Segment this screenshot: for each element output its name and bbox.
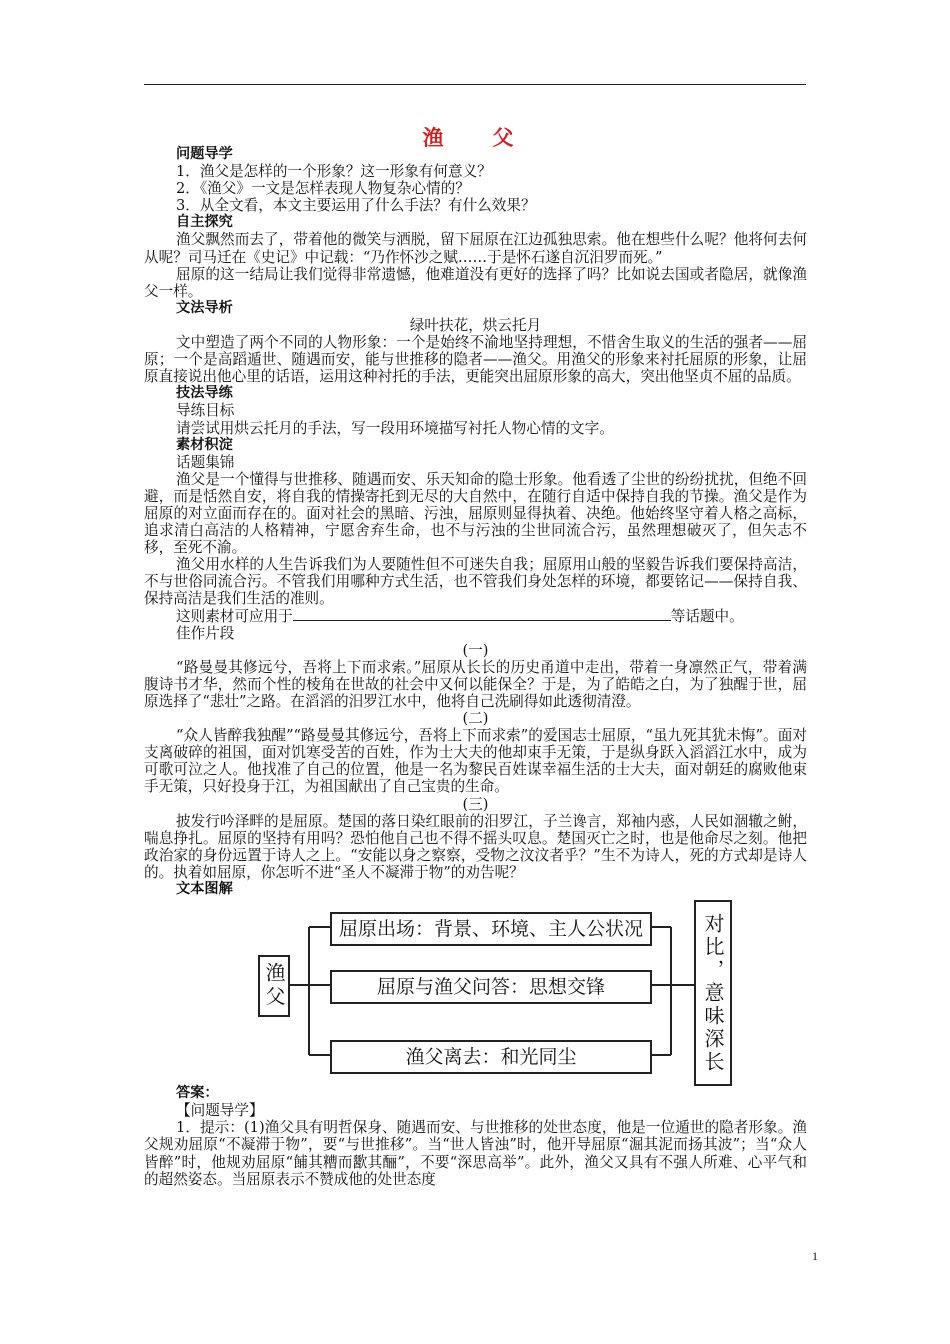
section-heading-material: 素材积淀 <box>176 436 233 453</box>
answers-heading: 答案： <box>176 1085 219 1102</box>
method-paragraph: 文中塑造了两个不同的人物形象：一个是始终不渝地坚持理想，不惜舍生取义的生活的强者——屈原；一个是高蹈遁世、随遇而安，能与世推移的隐者——渔父。用渔父的形象来衬托屈原的形象，让屈原直接说出他心里的话语，运用这种衬托的手法，更能突出屈原形象的高大，突出他坚贞不屈的品质。 <box>144 334 807 386</box>
apply-line <box>144 608 807 625</box>
structure-diagram <box>144 900 807 1085</box>
practice-label: 导练目标 <box>176 402 235 420</box>
practice-paragraph: 请尝试用烘云托月的手法，写一段用环境描写衬托人物心情的文字。 <box>176 419 614 437</box>
excerpt-2: “众人皆醉我独醒”“路曼曼其修远兮，吾将上下而求索”的爱国志士屈原，“虽九死其犹未悔”。面对支离破碎的祖国，面对饥寒受苦的百姓，作为士大夫的他却束手无策，于是纵身跃入滔滔江水中，成为可歌可泣之人。他找准了自己的位置，他是一名为黎民百姓谋幸福生活的士大夫，面对朝廷的腐败他束手无策，只好投身于江，为祖国献出了自己宝贵的生命。 <box>144 727 807 796</box>
answers-subheading: 【问题导学】 <box>176 1102 264 1120</box>
question-1: 1．渔父是怎样的一个形象？这一形象有何意义？ <box>176 163 492 181</box>
diagram-root-label: 渔父 <box>262 962 286 1011</box>
material-paragraph-1: 渔父是一个懂得与世推移、随遇而安、乐天知命的隐士形象。他看透了尘世的纷纷扰扰，但绝不回避，而是恬然自安，将自我的情操寄托到无尽的大自然中，在随行自适中保持自我的节操。渔父是作为屈原的对立面而存在的。面对社会的黑暗、污浊，屈原则显得执着、决绝。他始终坚守着人格之高标，追求清白高洁的人格精神，宁愿舍弃生命，也不与污浊的尘世同流合污，虽然理想破灭了，但矢志不移，至死不渝。 <box>144 470 807 557</box>
answer-1: 1．提示：(1)渔父具有明哲保身、随遇而安、与世推移的处世态度，他是一位遁世的隐者形象。渔父规劝屈原“不凝滞于物”，要“与世推移”。当“世人皆浊”时，他开导屈原“淈其泥而扬其波”；当“众人皆醉”时，他规劝屈原“餔其糟而歠其酾”，不要“深思高举”。此外，渔父又具有不强人所难、心平气和的超然姿态。当屈原表示不赞成他的处世态度 <box>144 1119 807 1188</box>
diagram-box-1-label: 屈原出场：背景、环境、主人公状况 <box>338 917 643 940</box>
excerpt-number-3: (三) <box>462 795 489 813</box>
diagram-conclusion-label: 对比，意味深长 <box>701 912 725 1074</box>
excerpt-3: 披发行吟泽畔的是屈原。楚国的落日染红眼前的汨罗江，子兰谗言，郑袖内惑，人民如涸辙之鲋，喘息挣扎。屈原的坚持有用吗？恐怕他自己也不得不摇头叹息。楚国灭亡之时，也是他命尽之刻。他把政治家的身份远置于诗人之上。“安能以身之察察，受物之汶汶者乎？”生不为诗人，死的方式却是诗人的。执着如屈原，你怎听不进“圣人不凝滞于物”的劝告呢？ <box>144 812 807 881</box>
section-heading-method: 文法导析 <box>176 299 233 316</box>
header-rule <box>144 84 806 85</box>
excerpt-label: 佳作片段 <box>176 624 235 642</box>
explore-paragraph-1: 渔父飘然而去了，带着他的微笑与洒脱，留下屈原在江边孤独思索。他在想些什么呢？他将何去何从呢？司马迁在《史记》中记载：“乃作怀沙之赋……于是怀石遂自沉汨罗而死。” <box>144 231 807 266</box>
material-label: 话题集锦 <box>176 453 235 471</box>
apply-suffix: 等话题中。 <box>670 607 744 625</box>
method-subtitle: 绿叶扶花，烘云托月 <box>409 316 542 334</box>
apply-prefix: 这则素材可应用于 <box>176 607 293 625</box>
document-body <box>144 146 807 1188</box>
question-3: 3．从全文看，本文主要运用了什么手法？有什么效果？ <box>176 197 536 215</box>
diagram-box-3-label: 渔父离去：和光同尘 <box>405 1045 577 1068</box>
section-heading-diagram: 文本图解 <box>176 881 233 898</box>
section-heading-explore: 自主探究 <box>176 214 233 231</box>
section-heading-practice: 技法导练 <box>176 385 233 402</box>
page-number: 1 <box>812 1249 818 1263</box>
question-2: 2．《渔父》一文是怎样表现人物复杂心情的？ <box>176 180 470 198</box>
explore-paragraph-2: 屈原的这一结局让我们觉得非常遗憾，他难道没有更好的选择了吗？比如说去国或者隐居，就像渔父一样。 <box>144 265 807 300</box>
excerpt-1: “路曼曼其修远兮，吾将上下而求索。”屈原从长长的历史甬道中走出，带着一身凛然正气，带着满腹诗书才华，然而个性的棱角在世故的社会中又何以能保全？于是，为了皓皓之白，为了独醒于世，屈原选择了“悲壮”之路。在滔滔的汨罗江水中，他将自己洗刷得如此透彻清澄。 <box>144 658 807 710</box>
diagram-box-1 <box>330 912 652 946</box>
diagram-box-2 <box>330 970 652 1004</box>
material-paragraph-2: 渔父用水样的人生告诉我们为人要随性但不可迷失自我；屈原用山般的坚毅告诉我们要保持高洁，不与世俗同流合污。不管我们用哪种方式生活，也不管我们身处怎样的环境，都要铭记——保持自我、保持高洁是我们生活的准则。 <box>144 556 807 608</box>
diagram-root-box <box>258 955 290 1017</box>
answer-blank <box>293 608 671 621</box>
page-title: 渔 父 <box>422 126 528 150</box>
diagram-box-3 <box>330 1040 652 1074</box>
section-heading-guide: 问题导学 <box>176 146 233 162</box>
excerpt-number-1: (一) <box>462 641 489 659</box>
diagram-box-2-label: 屈原与渔父问答：思想交锋 <box>376 975 605 998</box>
excerpt-number-2: (二) <box>462 710 489 728</box>
diagram-conclusion-box <box>694 900 732 1086</box>
